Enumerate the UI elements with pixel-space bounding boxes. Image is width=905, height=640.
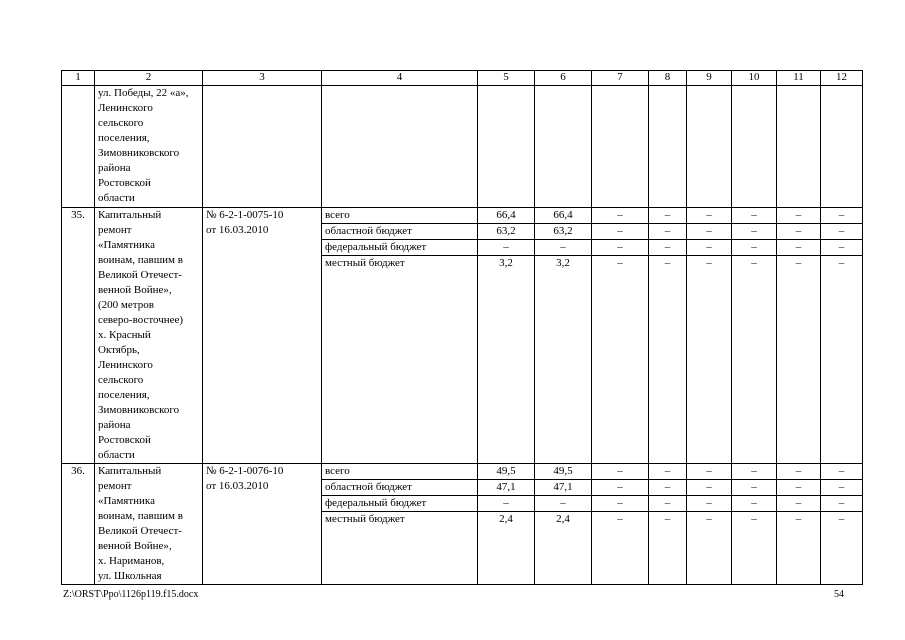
col12-values bbox=[821, 464, 863, 585]
col7-values bbox=[592, 464, 649, 585]
dash-cell: – bbox=[821, 496, 862, 512]
table-row bbox=[62, 208, 863, 464]
col9-values bbox=[687, 208, 732, 464]
funding-sources bbox=[322, 464, 478, 585]
text-line: Зимовниковского bbox=[98, 147, 180, 159]
text-line: северо-восточнее) bbox=[98, 314, 184, 326]
value-cell: 63,2 bbox=[535, 224, 591, 240]
dash-cell: – bbox=[649, 496, 686, 512]
row-number: 36. bbox=[62, 464, 95, 585]
dash-cell: – bbox=[687, 240, 731, 256]
header-cell: 3 bbox=[203, 71, 322, 86]
dash-cell: – bbox=[592, 496, 648, 512]
dash-cell: – bbox=[649, 208, 686, 224]
dash-cell: – bbox=[687, 464, 731, 480]
dash-cell: – bbox=[649, 464, 686, 480]
dash-cell: – bbox=[706, 257, 712, 269]
text-line: от 16.03.2010 bbox=[206, 480, 269, 492]
dash-cell: – bbox=[687, 208, 731, 224]
dash-cell: – bbox=[821, 240, 862, 256]
header-cell: 7 bbox=[592, 71, 649, 86]
dash-cell: – bbox=[751, 513, 757, 525]
value-cell: 2,4 bbox=[556, 513, 570, 525]
value-cell: 49,5 bbox=[478, 464, 534, 480]
text-line: Зимовниковского bbox=[98, 404, 180, 416]
dash-cell: – bbox=[732, 208, 776, 224]
value-cell: 66,4 bbox=[478, 208, 534, 224]
funding-sources bbox=[322, 208, 478, 464]
source-label: местный бюджет bbox=[325, 513, 405, 525]
value-cell: 66,4 bbox=[535, 208, 591, 224]
header-row bbox=[62, 71, 863, 86]
dash-cell: – bbox=[732, 240, 776, 256]
dash-cell: – bbox=[821, 464, 862, 480]
dash-cell: – bbox=[617, 257, 623, 269]
dash-cell: – bbox=[592, 464, 648, 480]
dash-cell: – bbox=[838, 513, 845, 525]
text-line: х. Нариманов, bbox=[98, 555, 165, 567]
dash-cell: – bbox=[821, 224, 862, 240]
dash-cell: – bbox=[777, 480, 820, 496]
text-line: (200 метров bbox=[98, 299, 154, 311]
source-label: областной бюджет bbox=[322, 480, 477, 496]
dash-cell: – bbox=[795, 513, 802, 525]
header-cell: 10 bbox=[732, 71, 777, 86]
source-label: местный бюджет bbox=[325, 257, 405, 269]
text-line: ул. Победы, 22 «а», bbox=[98, 87, 189, 99]
col8-values bbox=[649, 464, 687, 585]
text-line: Капитальный bbox=[98, 465, 162, 477]
header-cell: 8 bbox=[649, 71, 687, 86]
value-cell: – bbox=[535, 496, 591, 512]
dash-cell: – bbox=[732, 224, 776, 240]
object-description bbox=[95, 464, 203, 585]
dash-cell: – bbox=[592, 480, 648, 496]
dash-cell: – bbox=[795, 257, 802, 269]
value-cell: 49,5 bbox=[535, 464, 591, 480]
text-line: воинам, павшим в bbox=[98, 254, 183, 266]
value-cell: 63,2 bbox=[478, 224, 534, 240]
col7-values bbox=[592, 208, 649, 464]
col9-values bbox=[687, 464, 732, 585]
text-line: поселения, bbox=[98, 389, 150, 401]
text-line: области bbox=[98, 449, 135, 461]
dash-cell: – bbox=[706, 513, 712, 525]
value-cell: 47,1 bbox=[478, 480, 534, 496]
value-cell: 47,1 bbox=[535, 480, 591, 496]
col12-values bbox=[821, 208, 863, 464]
dash-cell: – bbox=[777, 208, 820, 224]
text-line: ул. Школьная bbox=[98, 570, 162, 582]
dash-cell: – bbox=[687, 224, 731, 240]
text-line: № 6-2-1-0076-10 bbox=[206, 465, 284, 477]
header-cell: 12 bbox=[821, 71, 863, 86]
dash-cell: – bbox=[687, 496, 731, 512]
text-line: венной Войне», bbox=[98, 540, 172, 552]
text-line: области bbox=[98, 192, 135, 204]
text-line: сельского bbox=[98, 374, 144, 386]
file-path: Z:\ORST\Ppo\1126p119.f15.docx bbox=[63, 589, 199, 600]
dash-cell: – bbox=[664, 513, 671, 525]
col11-values bbox=[777, 208, 821, 464]
value-cell: 3,2 bbox=[556, 257, 570, 269]
dash-cell: – bbox=[777, 496, 820, 512]
dash-cell: – bbox=[821, 208, 862, 224]
continuation-row bbox=[62, 86, 863, 208]
value-cell: – bbox=[478, 240, 534, 256]
dash-cell: – bbox=[649, 480, 686, 496]
value-cell: 3,2 bbox=[499, 257, 513, 269]
dash-cell: – bbox=[777, 224, 820, 240]
dash-cell: – bbox=[592, 224, 648, 240]
page-number: 54 bbox=[834, 589, 844, 600]
col5-values bbox=[478, 208, 535, 464]
text-line: ремонт bbox=[98, 480, 132, 492]
col11-values bbox=[777, 464, 821, 585]
header-cell: 9 bbox=[687, 71, 732, 86]
col6-values bbox=[535, 464, 592, 585]
value-cell: – bbox=[535, 240, 591, 256]
text-line: венной Войне», bbox=[98, 284, 172, 296]
text-line: Ростовской bbox=[98, 434, 151, 446]
source-label: всего bbox=[322, 208, 477, 224]
text-line: Великой Отечест- bbox=[98, 525, 182, 537]
header-cell: 5 bbox=[478, 71, 535, 86]
text-line: ремонт bbox=[98, 224, 132, 236]
document-reference bbox=[203, 464, 322, 585]
dash-cell: – bbox=[751, 257, 757, 269]
col6-values bbox=[535, 208, 592, 464]
value-cell: 2,4 bbox=[499, 513, 513, 525]
budget-table bbox=[61, 70, 863, 585]
dash-cell: – bbox=[649, 240, 686, 256]
text-line: сельского bbox=[98, 117, 144, 129]
source-label: всего bbox=[322, 464, 477, 480]
dash-cell: – bbox=[664, 257, 671, 269]
dash-cell: – bbox=[649, 224, 686, 240]
source-label: областной бюджет bbox=[322, 224, 477, 240]
text-line: поселения, bbox=[98, 132, 150, 144]
object-description bbox=[95, 86, 203, 208]
header-cell: 4 bbox=[322, 71, 478, 86]
text-line: Ростовской bbox=[98, 177, 151, 189]
text-line: № 6-2-1-0075-10 bbox=[206, 209, 284, 221]
col10-values bbox=[732, 208, 777, 464]
dash-cell: – bbox=[687, 480, 731, 496]
dash-cell: – bbox=[732, 464, 776, 480]
dash-cell: – bbox=[777, 240, 820, 256]
header-cell: 6 bbox=[535, 71, 592, 86]
text-line: «Памятника bbox=[98, 495, 155, 507]
text-line: от 16.03.2010 bbox=[206, 224, 269, 236]
dash-cell: – bbox=[777, 464, 820, 480]
dash-cell: – bbox=[838, 257, 845, 269]
text-line: Капитальный bbox=[98, 209, 162, 221]
table-row bbox=[62, 464, 863, 585]
col10-values bbox=[732, 464, 777, 585]
value-cell: – bbox=[478, 496, 534, 512]
text-line: Ленинского bbox=[98, 102, 153, 114]
dash-cell: – bbox=[592, 240, 648, 256]
dash-cell: – bbox=[732, 496, 776, 512]
text-line: х. Красный bbox=[98, 329, 151, 341]
text-line: воинам, павшим в bbox=[98, 510, 183, 522]
source-label: федеральный бюджет bbox=[322, 240, 477, 256]
source-label: федеральный бюджет bbox=[322, 496, 477, 512]
text-line: района bbox=[98, 162, 131, 174]
text-line: района bbox=[98, 419, 131, 431]
dash-cell: – bbox=[821, 480, 862, 496]
text-line: «Памятника bbox=[98, 239, 155, 251]
text-line: Великой Отечест- bbox=[98, 269, 182, 281]
header-cell: 2 bbox=[95, 71, 203, 86]
dash-cell: – bbox=[617, 513, 623, 525]
text-line: Октябрь, bbox=[98, 344, 140, 356]
text-line: Ленинского bbox=[98, 359, 153, 371]
col8-values bbox=[649, 208, 687, 464]
col5-values bbox=[478, 464, 535, 585]
document-reference bbox=[203, 208, 322, 464]
header-cell: 1 bbox=[62, 71, 95, 86]
header-cell: 11 bbox=[777, 71, 821, 86]
row-number: 35. bbox=[62, 208, 95, 464]
object-description bbox=[95, 208, 203, 464]
dash-cell: – bbox=[592, 208, 648, 224]
dash-cell: – bbox=[732, 480, 776, 496]
